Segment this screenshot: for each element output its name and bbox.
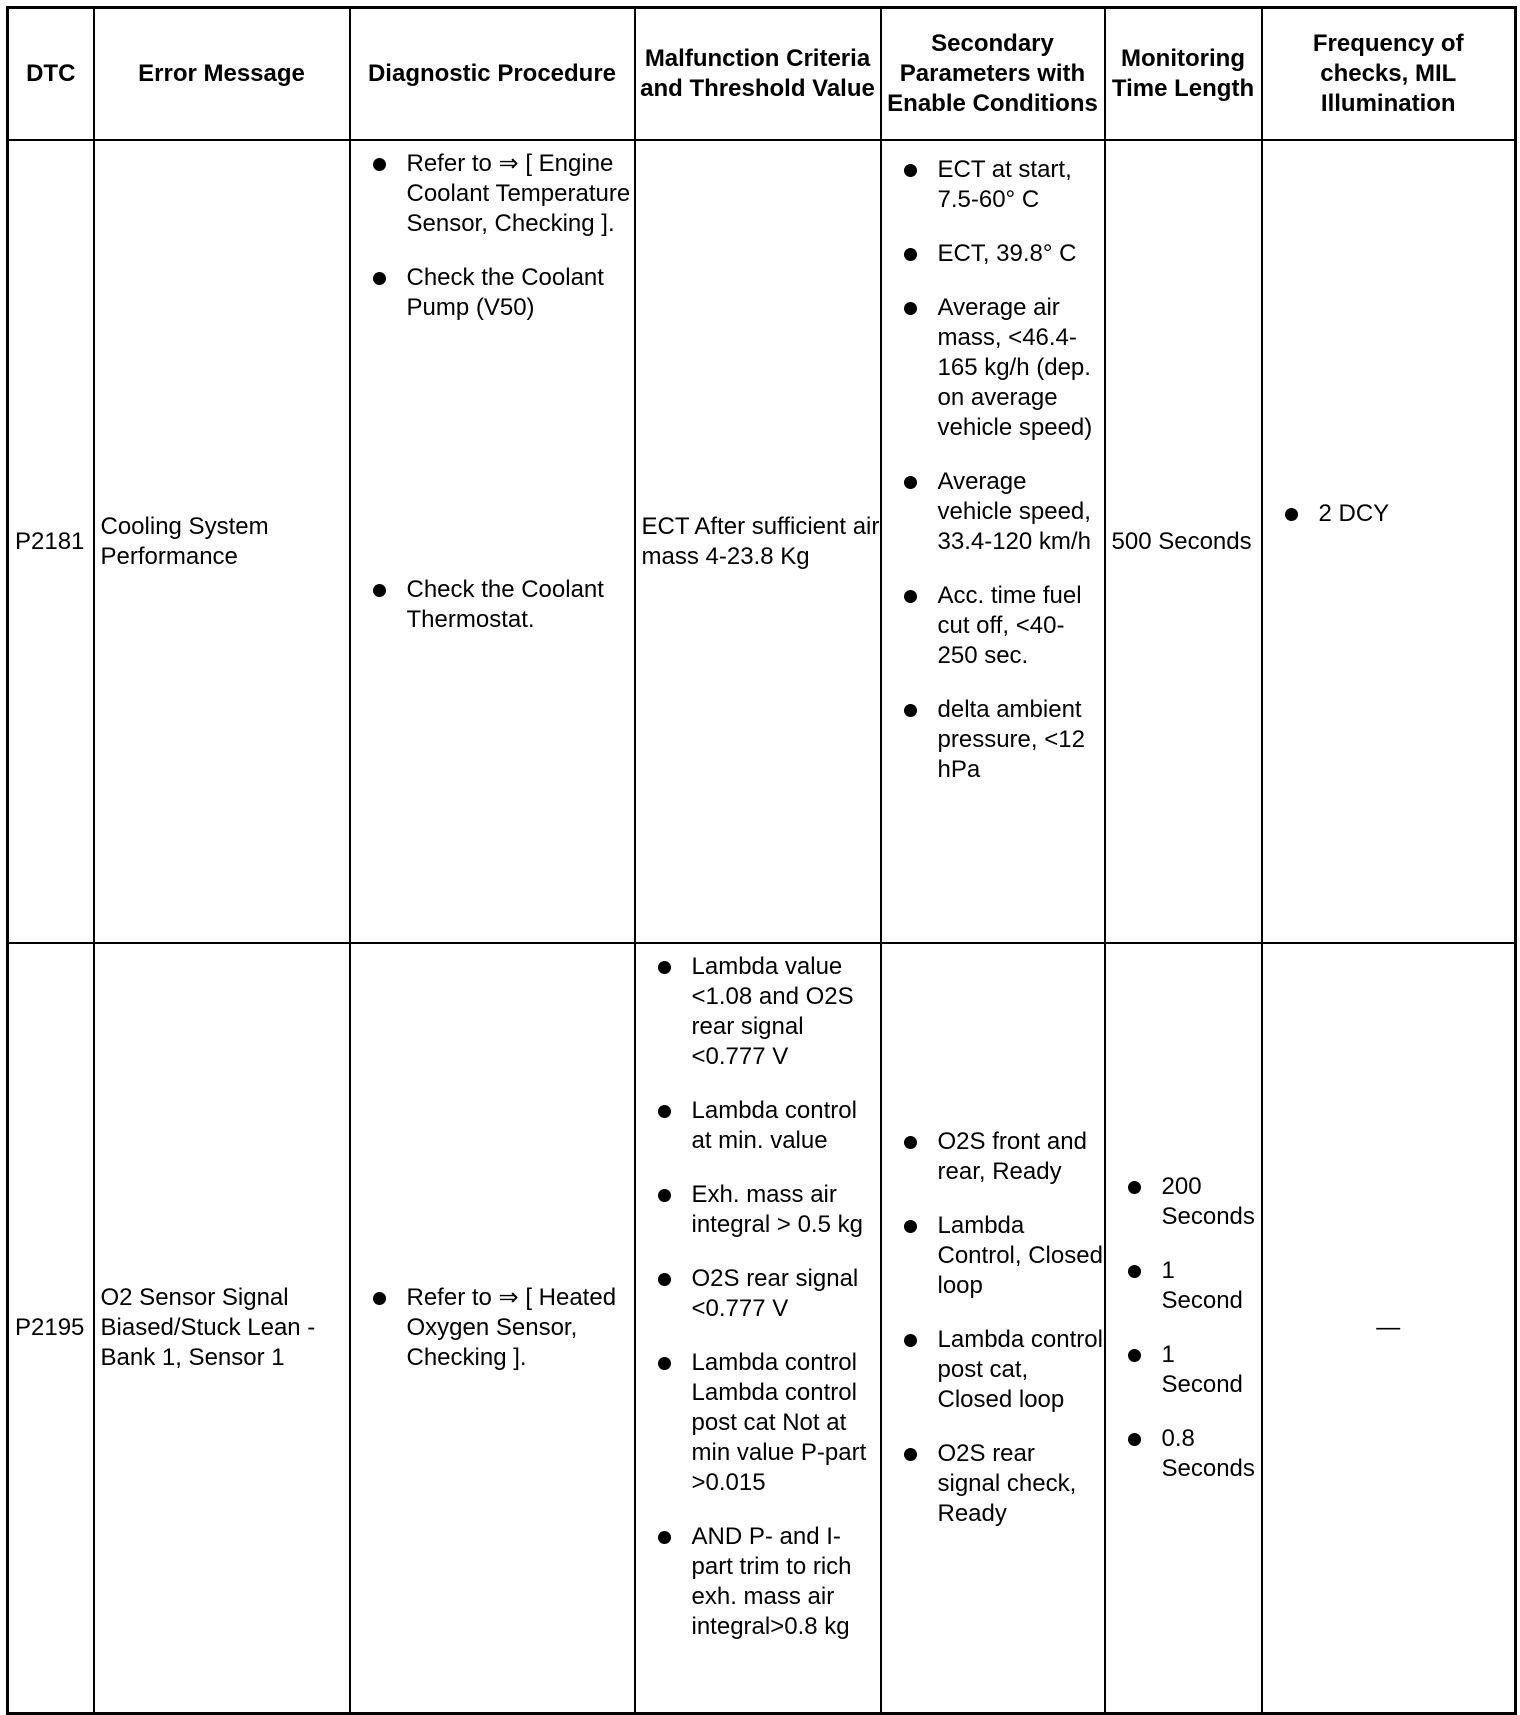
dtc-table-container — [6, 6, 1514, 1656]
malfunction-item: Lambda control Lambda control post cat Not at min value P-part >0.015 — [636, 1348, 880, 1498]
diagnostic-procedure — [350, 140, 635, 943]
malfunction-item: Exh. mass air integral > 0.5 kg — [636, 1180, 880, 1240]
secondary-item: Acc. time fuel cut off, <40-250 sec. — [882, 581, 1104, 671]
frequency: — — [1262, 943, 1516, 1714]
monitoring-item: 200 Seconds — [1106, 1172, 1261, 1232]
table-row — [8, 943, 1516, 1714]
procedure-item: Refer to ⇒ [ Engine Coolant Temperature Sensor, Checking ]. — [351, 149, 634, 239]
secondary-parameters — [881, 140, 1105, 943]
header-secondary-parameters: Secondary Parameters with Enable Conditions — [881, 8, 1105, 141]
error-message: O2 Sensor Signal Biased/Stuck Lean - Bank 1, Sensor 1 — [94, 943, 350, 1714]
malfunction-item: Lambda value <1.08 and O2S rear signal <0.777 V — [636, 952, 880, 1072]
procedure-item: Refer to ⇒ [ Heated Oxygen Sensor, Checking ]. — [351, 1283, 634, 1373]
header-error-message: Error Message — [94, 8, 350, 141]
table-row — [8, 140, 1516, 943]
dtc-table — [6, 6, 1517, 1715]
monitoring-item: 1 Second — [1106, 1340, 1261, 1400]
dtc-code: P2195 — [8, 943, 94, 1714]
malfunction-criteria — [635, 943, 881, 1714]
frequency — [1262, 140, 1516, 943]
monitoring-time — [1105, 943, 1262, 1714]
malfunction-item: Lambda control at min. value — [636, 1096, 880, 1156]
monitoring-item: 1 Second — [1106, 1256, 1261, 1316]
secondary-parameters — [881, 943, 1105, 1714]
malfunction-criteria: ECT After sufficient air mass 4-23.8 Kg — [635, 140, 881, 943]
header-frequency: Frequency of checks, MIL Illumination — [1262, 8, 1516, 141]
secondary-item: Lambda Control, Closed loop — [882, 1211, 1104, 1301]
monitoring-time: 500 Seconds — [1105, 140, 1262, 943]
secondary-item: Average vehicle speed, 33.4-120 km/h — [882, 467, 1104, 557]
header-diagnostic-procedure: Diagnostic Procedure — [350, 8, 635, 141]
malfunction-item: AND P- and I-part trim to rich exh. mass air integral>0.8 kg — [636, 1522, 880, 1642]
procedure-item: Check the Coolant Pump (V50) — [351, 263, 634, 323]
header-row — [8, 8, 1516, 141]
secondary-item: Lambda control post cat, Closed loop — [882, 1325, 1104, 1415]
secondary-item: ECT at start, 7.5-60° C — [882, 155, 1104, 215]
secondary-item: O2S front and rear, Ready — [882, 1127, 1104, 1187]
error-message: Cooling System Performance — [94, 140, 350, 943]
header-dtc: DTC — [8, 8, 94, 141]
secondary-item: O2S rear signal check, Ready — [882, 1439, 1104, 1529]
malfunction-item: O2S rear signal <0.777 V — [636, 1264, 880, 1324]
secondary-item: Average air mass, <46.4-165 kg/h (dep. on average vehicle speed) — [882, 293, 1104, 443]
diagnostic-procedure — [350, 943, 635, 1714]
header-monitoring-time: Monitoring Time Length — [1105, 8, 1262, 141]
monitoring-item: 0.8 Seconds — [1106, 1424, 1261, 1484]
secondary-item: ECT, 39.8° C — [882, 239, 1104, 269]
dtc-code: P2181 — [8, 140, 94, 943]
header-malfunction-criteria: Malfunction Criteria and Threshold Value — [635, 8, 881, 141]
procedure-item: Check the Coolant Thermostat. — [351, 575, 634, 635]
frequency-item: 2 DCY — [1263, 499, 1515, 529]
secondary-item: delta ambient pressure, <12 hPa — [882, 695, 1104, 785]
